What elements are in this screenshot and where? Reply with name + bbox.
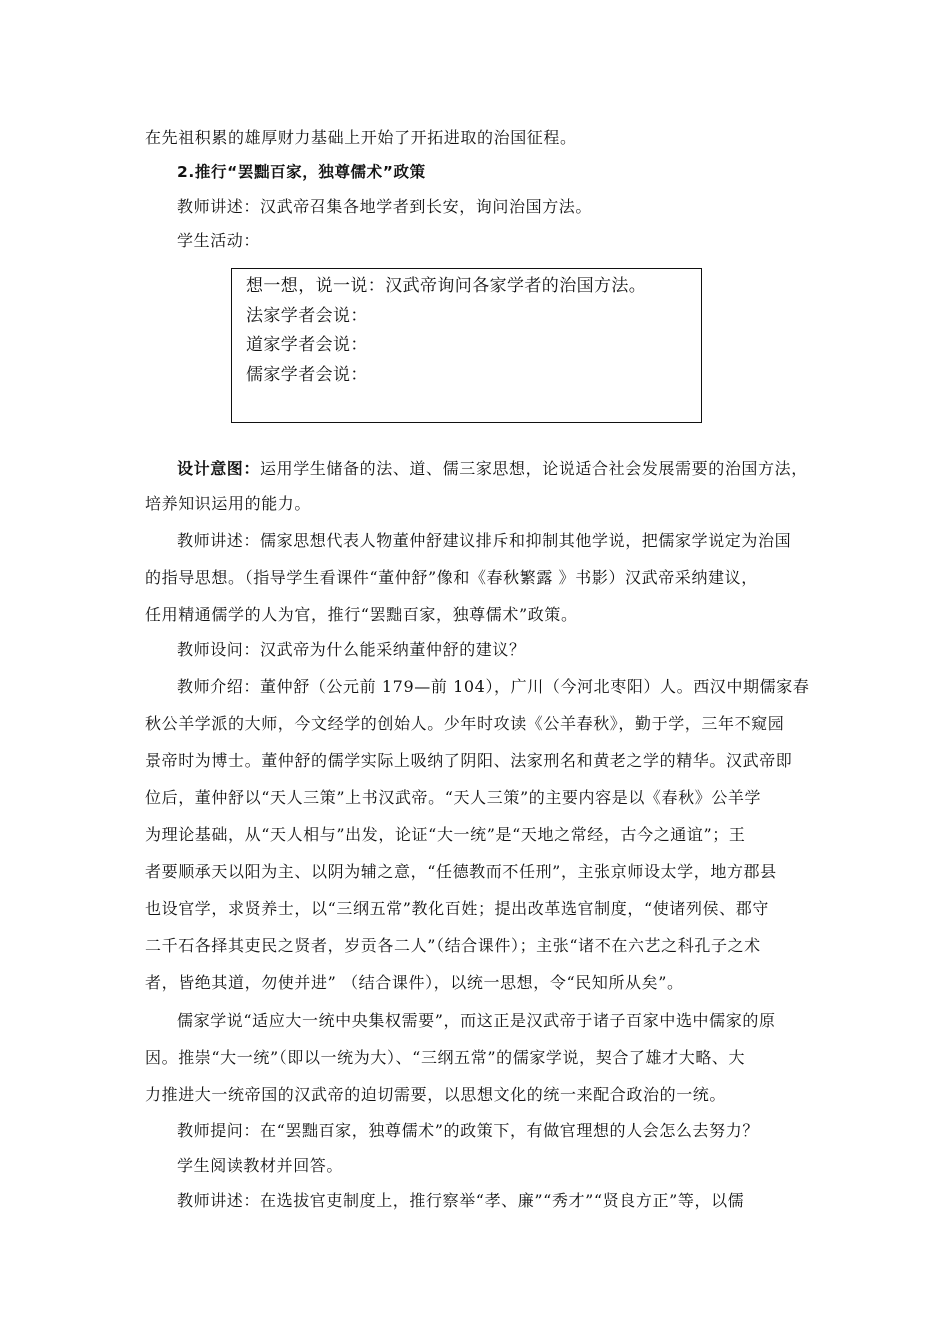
- box-line: 儒家学者会说：: [246, 365, 368, 385]
- box-line: 道家学者会说：: [246, 335, 368, 355]
- paragraph-line: 任用精通儒学的人为官，推行“罢黜百家，独尊儒术”政策。: [145, 605, 578, 624]
- activity-box: [231, 268, 702, 423]
- section-heading: 2.推行“罢黜百家，独尊儒术”政策: [177, 163, 426, 181]
- paragraph-line: 教师讲述：儒家思想代表人物董仲舒建议排斥和抑制其他学说，把儒家学说定为治国: [177, 531, 792, 550]
- design-intent-line: [177, 458, 808, 480]
- paragraph-line: 者，皆绝其道，勿使并进” （结合课件），以统一思想，令“民知所从矣”。: [145, 973, 684, 992]
- paragraph-line: 因。推崇“大一统”（即以一统为大）、“三纲五常”的儒家学说，契合了雄才大略、大: [145, 1048, 746, 1067]
- paragraph-line: 也设官学，求贤养士，以“三纲五常”教化百姓；提出改革选官制度，“使诸列侯、郡守: [145, 899, 769, 918]
- paragraph-line: 者要顺承天以阳为主、以阴为辅之意，“任德教而不任刑”，主张京师设太学，地方郡县: [145, 862, 777, 881]
- paragraph-line: 景帝时为博士。董仲舒的儒学实际上吸纳了阴阳、法家刑名和黄老之学的精华。汉武帝即: [145, 751, 793, 770]
- paragraph-line: 教师讲述：汉武帝召集各地学者到长安，询问治国方法。: [177, 197, 593, 216]
- paragraph-line: 学生活动：: [177, 231, 261, 250]
- design-intent-label: 设计意图：: [177, 459, 261, 478]
- paragraph-line: 秋公羊学派的大师，今文经学的创始人。少年时攻读《公羊春秋》，勤于学，三年不窥园: [145, 714, 785, 733]
- paragraph-line: 位后，董仲舒以“天人三策”上书汉武帝。“天人三策”的主要内容是以《春秋》公羊学: [145, 788, 762, 807]
- box-line: 想一想，说一说：汉武帝询问各家学者的治国方法。: [246, 276, 647, 296]
- paragraph-line: 的指导思想。（指导学生看课件“董仲舒”像和《春秋繁露 》书影）汉武帝采纳建议，: [145, 568, 758, 587]
- paragraph-line: 在先祖积累的雄厚财力基础上开始了开拓进取的治国征程。: [145, 128, 577, 147]
- paragraph-line: 教师介绍：董仲舒（公元前 179—前 104），广川（今河北枣阳）人。西汉中期儒家春: [177, 677, 810, 696]
- paragraph-line: 力推进大一统帝国的汉武帝的迫切需要，以思想文化的统一来配合政治的一统。: [145, 1085, 727, 1104]
- box-line: 法家学者会说：: [246, 306, 368, 326]
- paragraph-line: 学生阅读教材并回答。: [177, 1156, 344, 1175]
- paragraph-line: 教师提问：在“罢黜百家，独尊儒术”的政策下，有做官理想的人会怎么去努力？: [177, 1121, 759, 1140]
- paragraph-line: 教师讲述：在选拔官吏制度上，推行察举“孝、廉”“秀才”“贤良方正”等，以儒: [177, 1191, 745, 1210]
- paragraph-line: 为理论基础，从“天人相与”出发，论证“大一统”是“天地之常经，古今之通谊”；王: [145, 825, 746, 844]
- paragraph-line: 二千石各择其吏民之贤者，岁贡各二人”（结合课件）；主张“诸不在六艺之科孔子之术: [145, 936, 761, 955]
- paragraph-line: 培养知识运用的能力。: [145, 494, 312, 513]
- design-intent-text: 运用学生储备的法、道、儒三家思想，论说适合社会发展需要的治国方法，: [260, 459, 808, 478]
- paragraph-line: 儒家学说“适应大一统中央集权需要”，而这正是汉武帝于诸子百家中选中儒家的原: [177, 1011, 776, 1030]
- paragraph-line: 教师设问：汉武帝为什么能采纳董仲舒的建议？: [177, 640, 526, 659]
